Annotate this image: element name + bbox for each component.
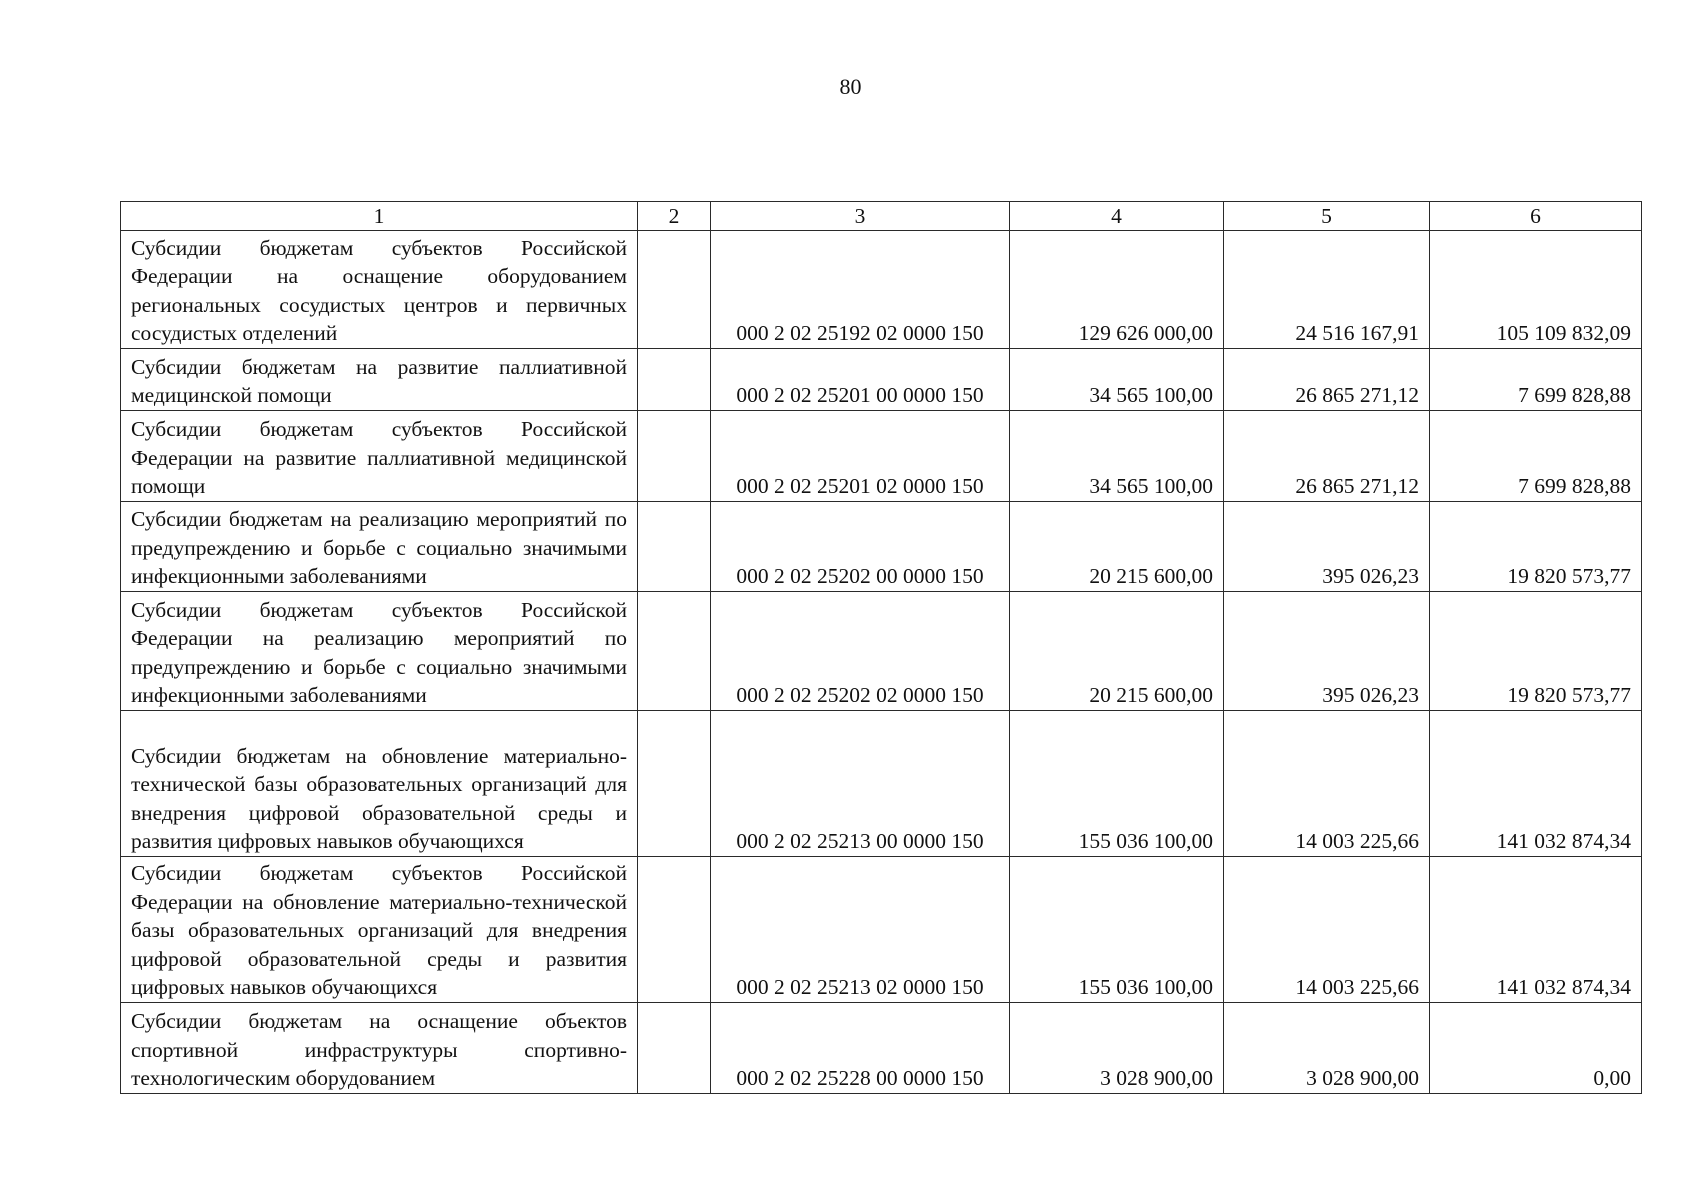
- row-col2: [638, 231, 711, 349]
- row-value-5: 3 028 900,00: [1224, 1003, 1430, 1094]
- row-value-5: 26 865 271,12: [1224, 411, 1430, 502]
- row-value-4: 34 565 100,00: [1010, 349, 1224, 411]
- row-col2: [638, 1003, 711, 1094]
- row-value-5: 395 026,23: [1224, 592, 1430, 711]
- row-name: Субсидии бюджетам на обновление материально-технической базы образовательных организаций для внедрения цифровой образовательной среды и развития цифровых навыков обучающихся: [121, 711, 638, 857]
- row-value-6: 141 032 874,34: [1430, 857, 1642, 1003]
- row-name: Субсидии бюджетам на оснащение объектов спортивной инфраструктуры спортивно-технологическим оборудованием: [121, 1003, 638, 1094]
- budget-table: [120, 201, 1642, 1094]
- row-name: Субсидии бюджетам субъектов Российской Федерации на обновление материально-технической базы образовательных организаций для внедрения цифровой образовательной среды и развития цифровых навыков обучающихся: [121, 857, 638, 1003]
- column-header: 6: [1430, 202, 1642, 231]
- row-value-6: 19 820 573,77: [1430, 502, 1642, 592]
- page-number: 80: [839, 74, 862, 99]
- row-code: 000 2 02 25228 00 0000 150: [711, 1003, 1010, 1094]
- column-header: 1: [121, 202, 638, 231]
- row-col2: [638, 711, 711, 857]
- table-row: [121, 711, 1642, 857]
- row-value-6: 7 699 828,88: [1430, 411, 1642, 502]
- column-header: 2: [638, 202, 711, 231]
- row-value-4: 20 215 600,00: [1010, 502, 1224, 592]
- table-row: [121, 231, 1642, 349]
- row-col2: [638, 857, 711, 1003]
- row-code: 000 2 02 25201 00 0000 150: [711, 349, 1010, 411]
- row-value-6: 7 699 828,88: [1430, 349, 1642, 411]
- row-col2: [638, 502, 711, 592]
- row-name: Субсидии бюджетам субъектов Российской Федерации на реализацию мероприятий по предупреждению и борьбе с социально значимыми инфекционными заболеваниями: [121, 592, 638, 711]
- row-col2: [638, 411, 711, 502]
- table-row: [121, 349, 1642, 411]
- table-row: [121, 592, 1642, 711]
- row-code: 000 2 02 25213 02 0000 150: [711, 857, 1010, 1003]
- row-code: 000 2 02 25202 02 0000 150: [711, 592, 1010, 711]
- row-value-5: 24 516 167,91: [1224, 231, 1430, 349]
- row-name: Субсидии бюджетам на развитие паллиативной медицинской помощи: [121, 349, 638, 411]
- row-value-5: 14 003 225,66: [1224, 857, 1430, 1003]
- row-col2: [638, 349, 711, 411]
- row-name: Субсидии бюджетам на реализацию мероприятий по предупреждению и борьбе с социально значимыми инфекционными заболеваниями: [121, 502, 638, 592]
- row-value-5: 26 865 271,12: [1224, 349, 1430, 411]
- table-row: [121, 1003, 1642, 1094]
- row-code: 000 2 02 25202 00 0000 150: [711, 502, 1010, 592]
- table-row: [121, 857, 1642, 1003]
- row-value-5: 14 003 225,66: [1224, 711, 1430, 857]
- row-value-4: 129 626 000,00: [1010, 231, 1224, 349]
- row-value-4: 155 036 100,00: [1010, 857, 1224, 1003]
- row-value-4: 3 028 900,00: [1010, 1003, 1224, 1094]
- row-value-5: 395 026,23: [1224, 502, 1430, 592]
- column-header: 4: [1010, 202, 1224, 231]
- row-value-6: 105 109 832,09: [1430, 231, 1642, 349]
- table-header-row: [121, 202, 1642, 231]
- row-name: Субсидии бюджетам субъектов Российской Федерации на развитие паллиативной медицинской помощи: [121, 411, 638, 502]
- row-value-6: 141 032 874,34: [1430, 711, 1642, 857]
- row-value-4: 20 215 600,00: [1010, 592, 1224, 711]
- column-header: 3: [711, 202, 1010, 231]
- row-value-4: 155 036 100,00: [1010, 711, 1224, 857]
- column-header: 5: [1224, 202, 1430, 231]
- row-name: Субсидии бюджетам субъектов Российской Федерации на оснащение оборудованием региональных сосудистых центров и первичных сосудистых отделений: [121, 231, 638, 349]
- row-col2: [638, 592, 711, 711]
- row-code: 000 2 02 25192 02 0000 150: [711, 231, 1010, 349]
- table-row: [121, 411, 1642, 502]
- row-code: 000 2 02 25213 00 0000 150: [711, 711, 1010, 857]
- row-value-6: 19 820 573,77: [1430, 592, 1642, 711]
- table-row: [121, 502, 1642, 592]
- row-value-4: 34 565 100,00: [1010, 411, 1224, 502]
- row-code: 000 2 02 25201 02 0000 150: [711, 411, 1010, 502]
- row-value-6: 0,00: [1430, 1003, 1642, 1094]
